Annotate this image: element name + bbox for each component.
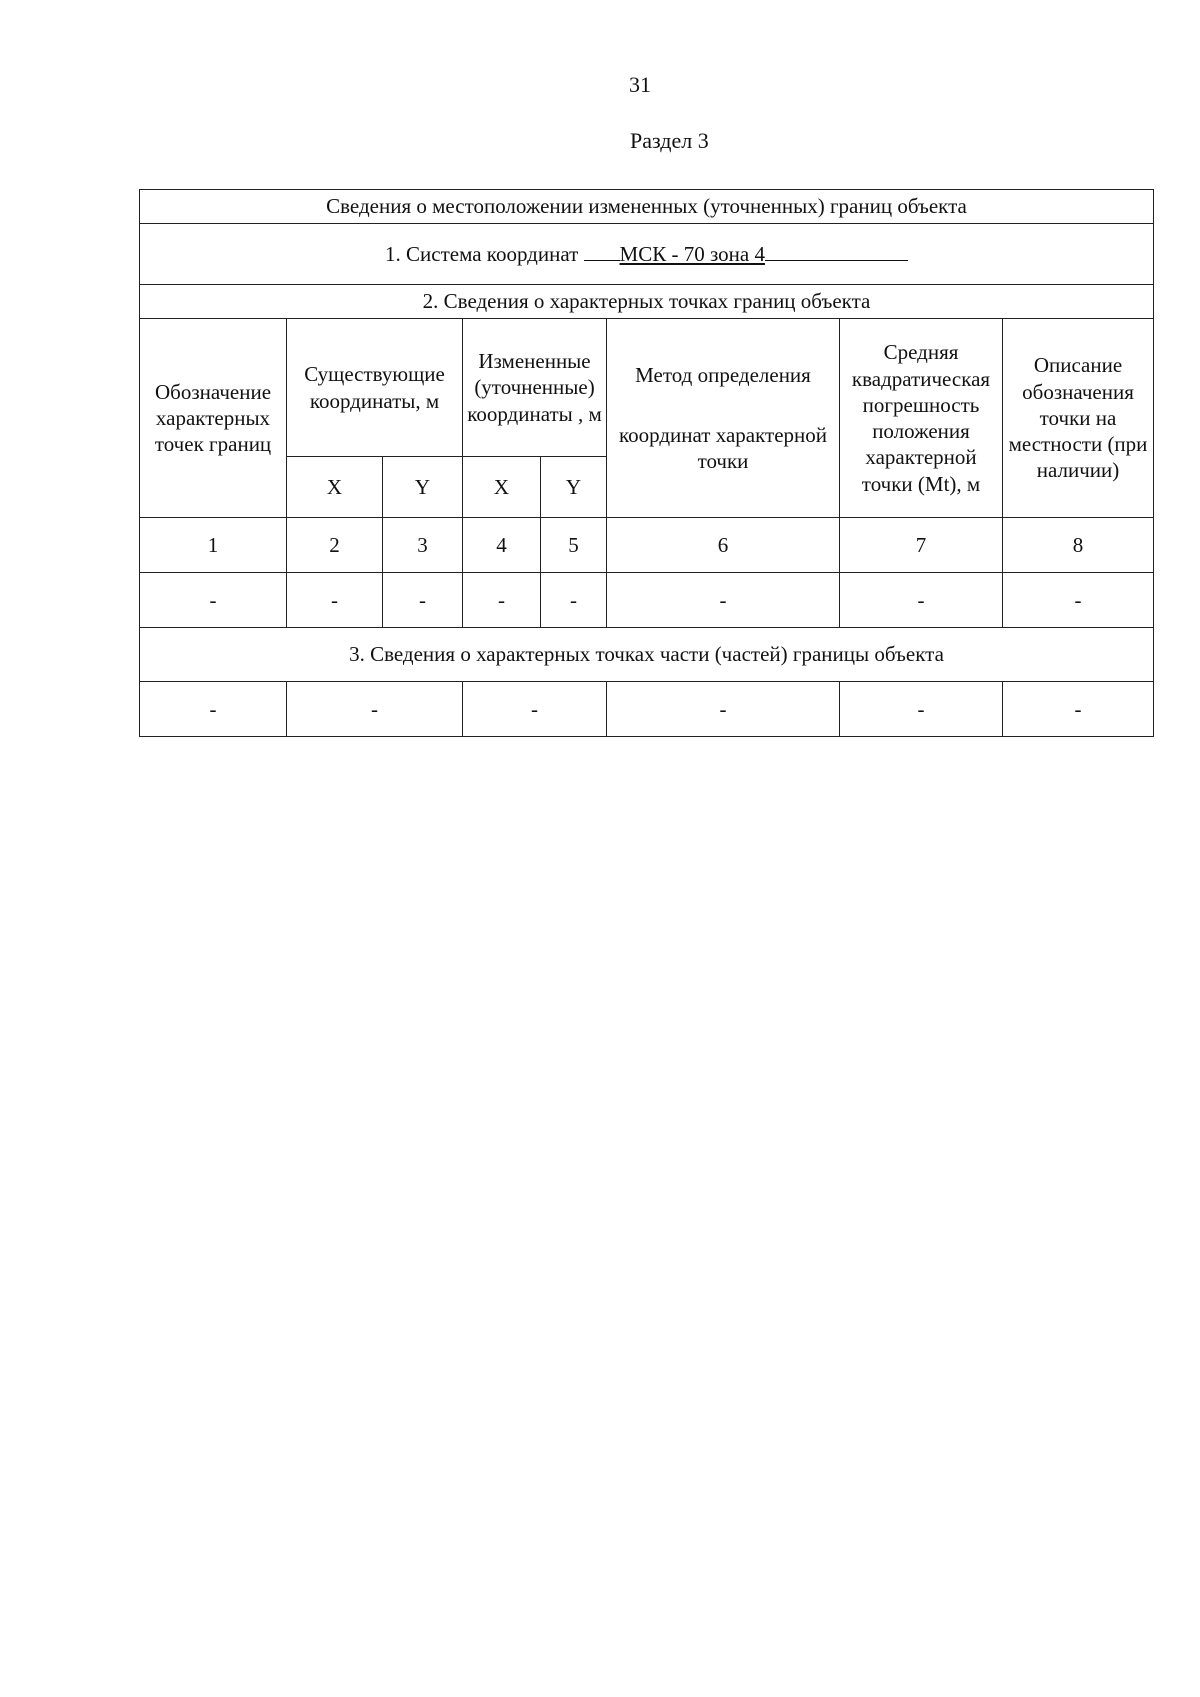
table-cell: - [607, 573, 840, 628]
table-cell: - [463, 682, 607, 737]
column-number: 4 [463, 518, 541, 573]
header-y-changed: Y [541, 457, 607, 518]
header-designation: Обозначение характерных точек границ [140, 319, 287, 518]
table-cell: - [463, 573, 541, 628]
table-cell: - [383, 573, 463, 628]
table-cell: - [1003, 682, 1154, 737]
section3-label: 3. Сведения о характерных точках части (частей) границы объекта [140, 628, 1154, 682]
coordinate-system-value: МСК - 70 зона 4 [619, 241, 765, 266]
table-title: Сведения о местоположении измененных (уточненных) границ объекта [140, 190, 1154, 224]
table-row [140, 573, 1154, 628]
table-cell: - [287, 682, 463, 737]
table-cell: - [607, 682, 840, 737]
header-method-bottom: координат характерной точки [619, 422, 827, 474]
header-accuracy: Средняя квадратическая погрешность положения характерной точки (Mt), м [840, 319, 1003, 518]
header-changed-coords: Измененные (уточненные) координаты , м [463, 319, 607, 457]
underline-blank [765, 259, 908, 261]
coordinate-system-row [140, 224, 1154, 285]
table-cell: - [840, 682, 1003, 737]
table-cell: - [140, 573, 287, 628]
table-row [140, 682, 1154, 737]
table-cell: - [541, 573, 607, 628]
header-method-top: Метод определения [635, 362, 811, 387]
table-cell: - [140, 682, 287, 737]
column-number: 1 [140, 518, 287, 573]
header-x-changed: X [463, 457, 541, 518]
column-number: 5 [541, 518, 607, 573]
column-number: 7 [840, 518, 1003, 573]
column-number: 2 [287, 518, 383, 573]
column-number-row [140, 518, 1154, 573]
header-method [607, 319, 840, 518]
header-description: Описание обозначения точки на местности (при наличии) [1003, 319, 1154, 518]
header-y-existing: Y [383, 457, 463, 518]
underline-blank [584, 259, 620, 261]
column-number: 8 [1003, 518, 1154, 573]
boundary-info-table [139, 189, 1154, 737]
table-cell: - [840, 573, 1003, 628]
section-label: Раздел 3 [630, 128, 709, 153]
section2-label: 2. Сведения о характерных точках границ объекта [140, 285, 1154, 319]
header-existing-coords: Существующие координаты, м [287, 319, 463, 457]
column-number: 3 [383, 518, 463, 573]
table-cell: - [1003, 573, 1154, 628]
column-number: 6 [607, 518, 840, 573]
page-number: 31 [629, 72, 651, 97]
header-x-existing: X [287, 457, 383, 518]
table-cell: - [287, 573, 383, 628]
coordinate-system-label: 1. Система координат [385, 241, 579, 266]
